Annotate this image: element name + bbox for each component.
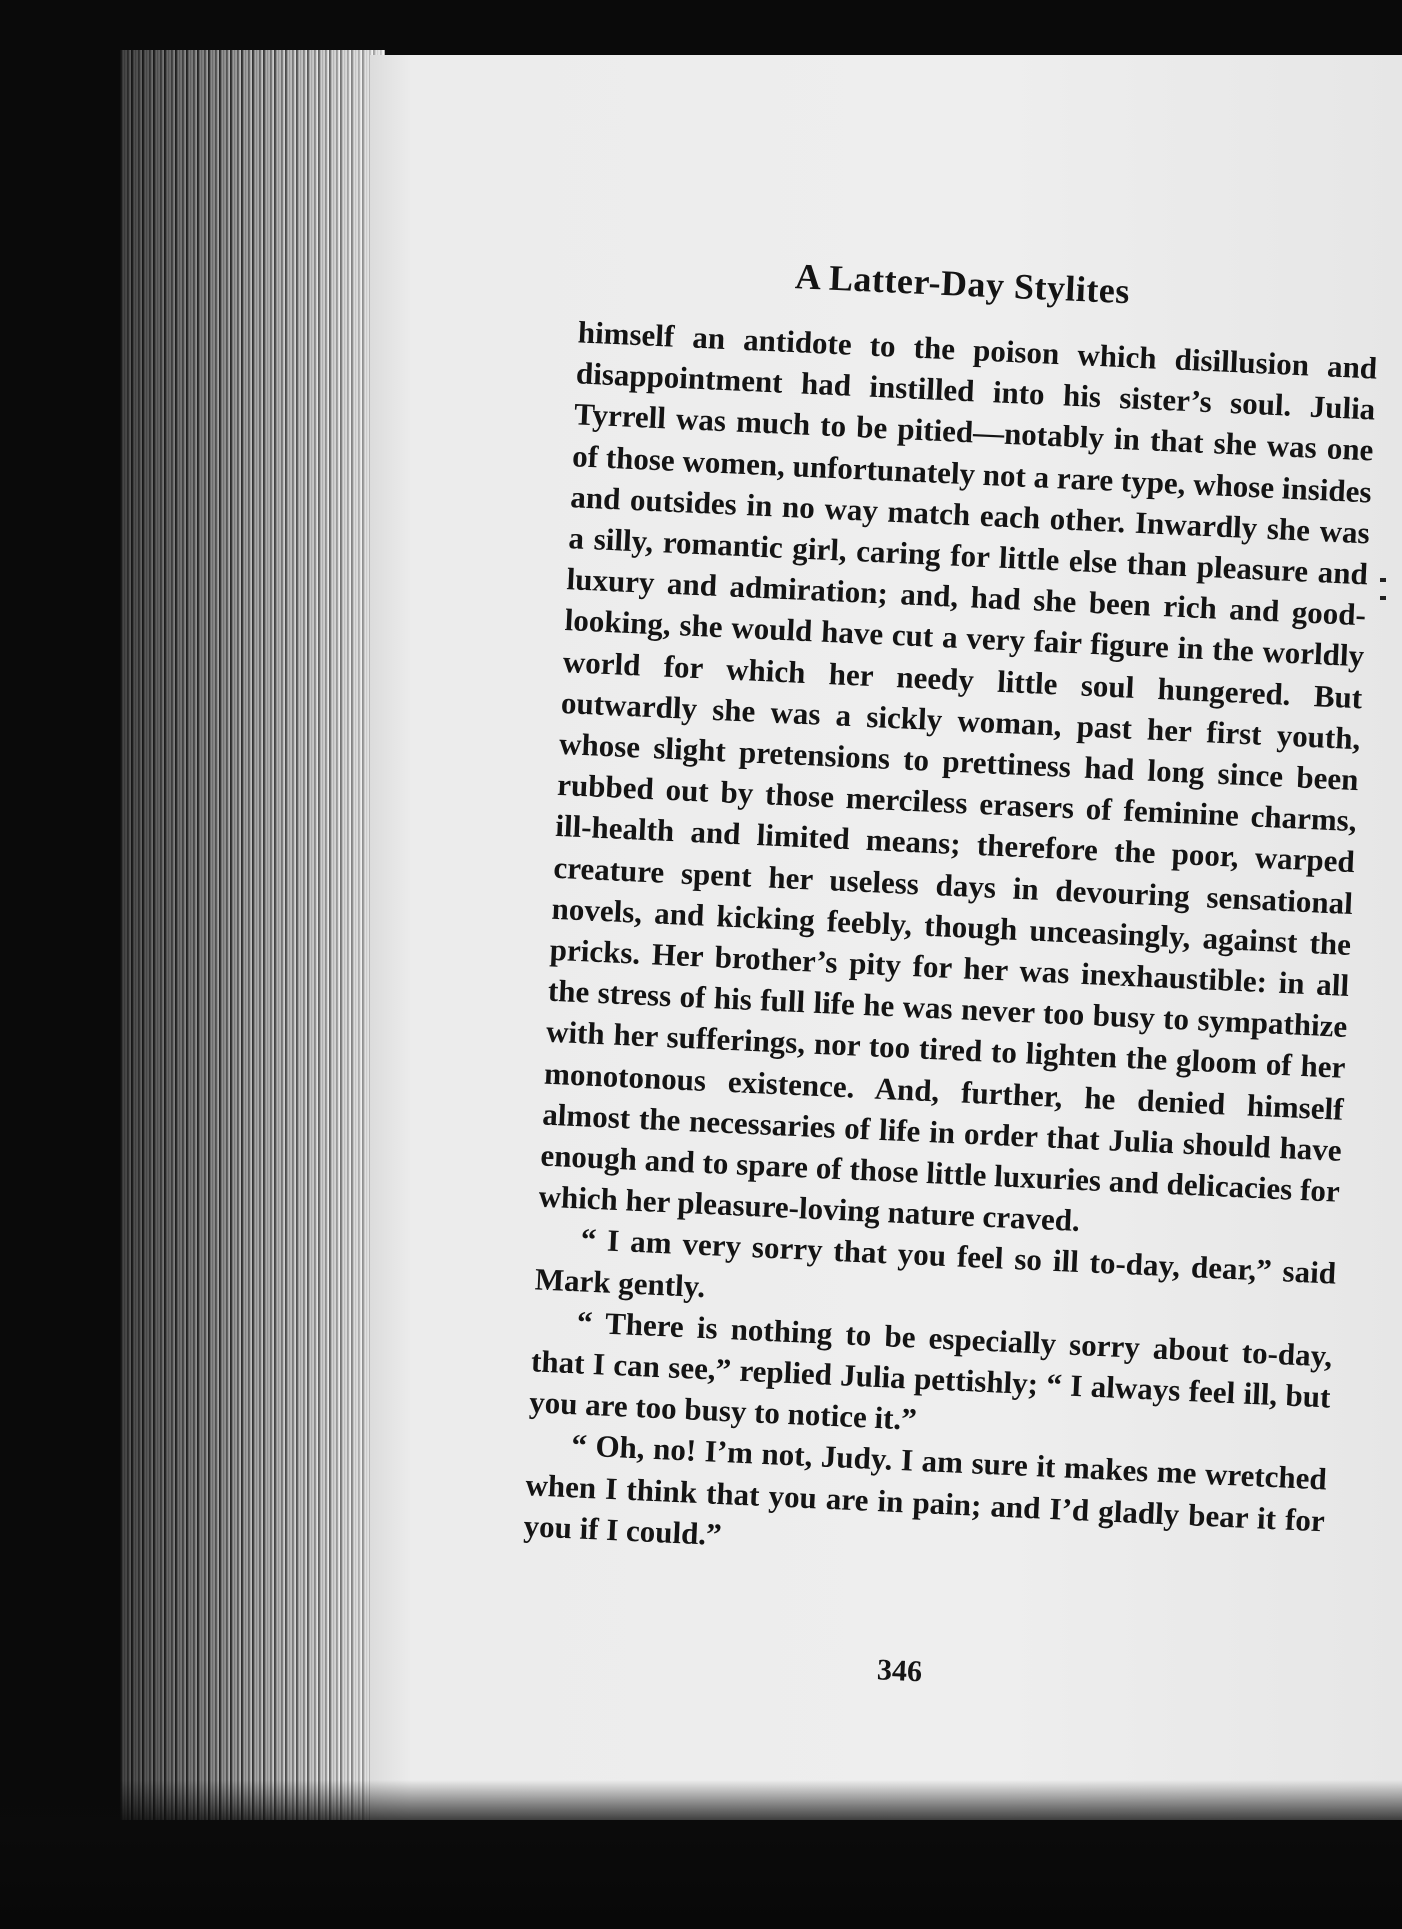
running-head: A Latter-Day Stylites <box>794 256 1131 312</box>
bottom-shadow <box>0 1780 1402 1929</box>
paragraph-3: “ There is nothing to be especially sorry about to-day, that I can see,” replied Julia pettishly; “ I always feel ill, but you are too busy to notice it.” <box>528 1304 1334 1438</box>
paragraph-2: “ I am very sorry that you feel so ill to-day, dear,” said Mark gently. <box>534 1221 1337 1304</box>
page-number: 346 <box>876 1653 923 1689</box>
paragraph-4: “ Oh, no! I’m not, Judy. I am sure it makes me wretched when I think that you are in pain; and I’d gladly bear it for you if I could.” <box>522 1427 1328 1552</box>
paragraph-1: himself an antidote to the poison which disillusion and disappointment had instilled into his sister’s soul. Julia Tyrrell was much to be pitied—notably in that she was one of those women, unfortunately not a rare type, whose insides and outsides in no way match each other. Inwardly she was a silly, romantic girl, caring for little else than pleasure and luxury and admiration; and, had she been rich and good-looking, she would have cut a very fair figure in the worldly world for which her needy little soul hungered. But outwardly she was a sickly woman, past her first youth, whose slight pretensions to prettiness had long since been rubbed out by those merciless erasers of feminine charms, ill-health and limited means; therefore the poor, warped creature spent her useless days in devouring sensational novels, and kicking feebly, though unceasingly, against the pricks. Her brother’s pity for her was inexhaustible: in all the stress of his full life he was never too busy to sympathize with her sufferings, nor too tired to lighten the gloom of her monotonous existence. And, further, he denied himself almost the necessaries of life in order that Julia should have enough and to spare of those little luxuries and delicacies for which her pleasure-loving nature craved. <box>537 314 1378 1239</box>
body-text <box>523 311 1378 1582</box>
